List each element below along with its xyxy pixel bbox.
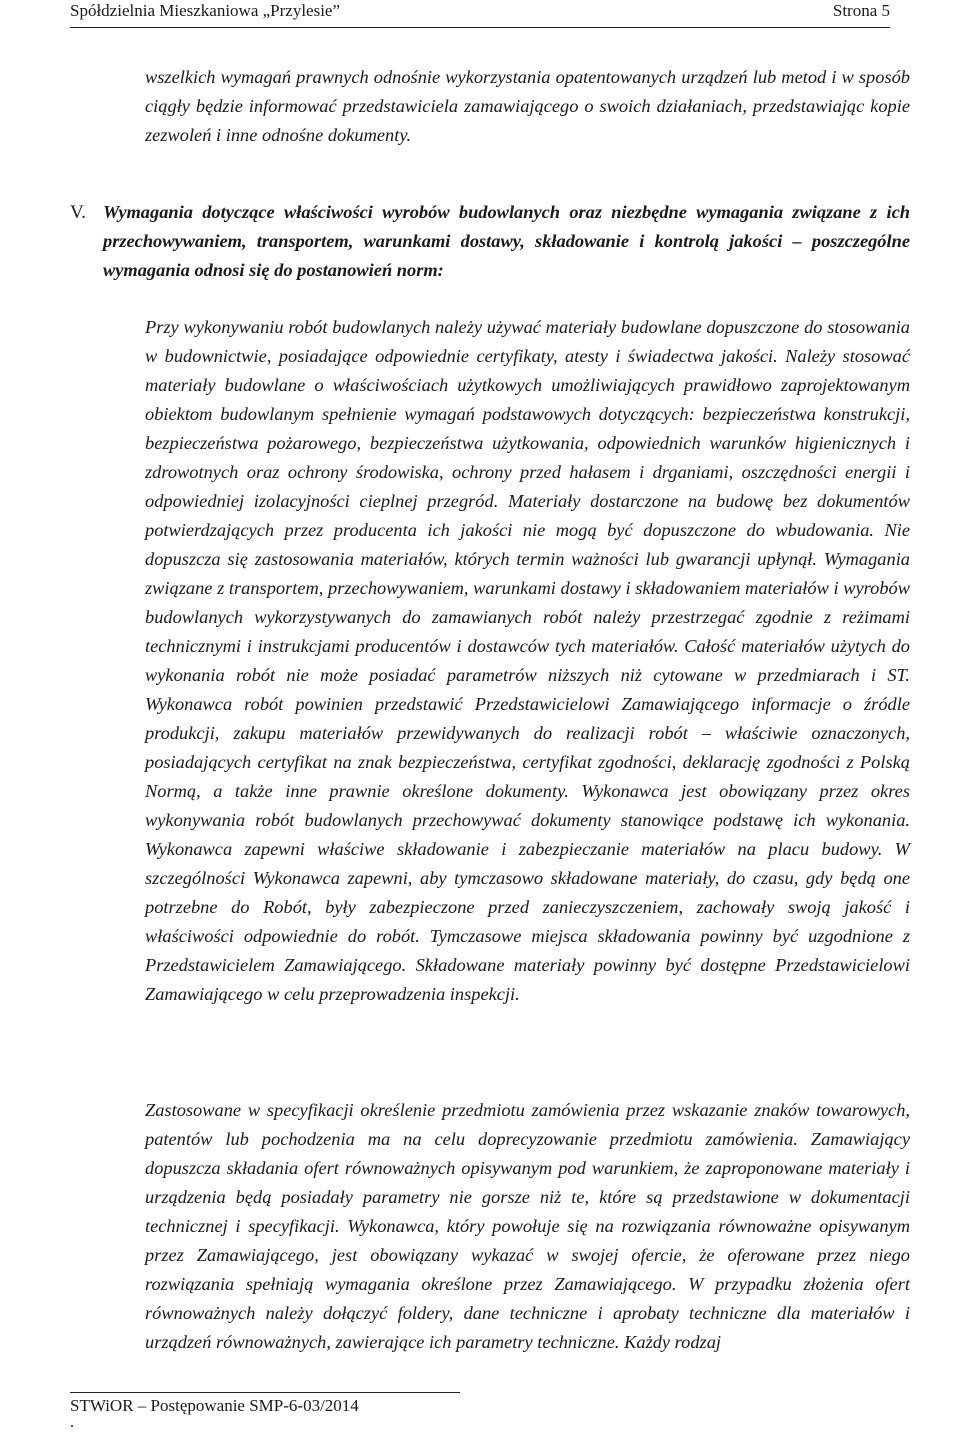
footer-rule — [70, 1392, 460, 1393]
section-title: Wymagania dotyczące właściwości wyrobów budowlanych oraz niezbędne wymagania związane z ich przechowywaniem, transportem, warunkami dostawy, składowanie i kontrolą jakości – poszczególne wymagania odnosi się do postanowień norm: — [103, 202, 910, 280]
paragraph-materials: Przy wykonywaniu robót budowlanych należy używać materiały budowlane dopuszczone do stosowania w budownictwie, posiadające odpowiednie certyfikaty, atesty i świadectwa jakości. Należy stosować materiały budowlane o właściwościach użytkowych umożliwiających prawidłowo zaprojektowanym obiektom budowlanym spełnienie wymagań podstawowych dotyczących: bezpieczeństwa konstrukcji, bezpieczeństwa pożarowego, bezpieczeństwa użytkowania, odpowiednich warunków higienicznych i zdrowotnych oraz ochrony środowiska, ochrony przed hałasem i drganiami, oszczędności energii i odpowiedniej izolacyjności cieplnej przegród. Materiały dostarczone na budowę bez dokumentów potwierdzających przez producenta ich jakości nie mogą być dopuszczone do wbudowania. Nie dopuszcza się zastosowania materiałów, których termin ważności lub gwarancji upłynął. Wymagania związane z transportem, przechowywaniem, warunkami dostawy i składowaniem materiałów i wyrobów budowlanych wykorzystywanych do zamawianych robót należy przestrzegać zgodnie z reżimami technicznymi i instrukcjami producentów i dostawców tych materiałów. Całość materiałów użytych do wykonania robót nie może posiadać parametrów niższych niż cytowane w przedmiarach i ST. Wykonawca robót powinien przedstawić Przedstawicielowi Zamawiającego informacje o źródle produkcji, zakupu materiałów przewidywanych do realizacji robót – właściwie oznaczonych, posiadających certyfikat na znak bezpieczeństwa, certyfikat zgodności, deklarację zgodności z Polską Normą, a także inne prawnie określone dokumenty. Wykonawca jest obowiązany przez okres wykonywania robót budowlanych przechowywać dokumenty stanowiące podstawę ich wykonania. Wykonawca zapewni właściwe składowanie i zabezpieczanie materiałów na placu budowy. W szczególności Wykonawca zapewni, aby tymczasowo składowane materiały, do czasu, gdy będą one potrzebne do Robót, były zabezpieczone przed zanieczyszczeniem, zachowały swoją jakość i właściwości odpowiednie do robót. Tymczasowe miejsca składowania powinny być uzgodnione z Przedstawicielem Zamawiającego. Składowane materiały powinny być dostępne Przedstawicielowi Zamawiającego w celu przeprowadzenia inspekcji. — [145, 317, 910, 1004]
paragraph-intro: wszelkich wymagań prawnych odnośnie wykorzystania opatentowanych urządzeń lub metod i w sposób ciągły będzie informować przedstawiciela zamawiającego o swoich działaniach, przedstawiając kopie zezwoleń i inne odnośne dokumenty. — [145, 67, 910, 145]
header-rule — [70, 27, 890, 28]
section-number: V. — [70, 202, 87, 223]
header-page-number: Strona 5 — [832, 1, 890, 20]
footer-dot: . — [70, 1414, 74, 1431]
footer-text: STWiOR – Postępowanie SMP-6-03/2014 — [70, 1396, 359, 1415]
paragraph-equivalents: Zastosowane w specyfikacji określenie przedmiotu zamówienia przez wskazanie znaków towarowych, patentów lub pochodzenia ma na celu doprecyzowanie przedmiotu zamówienia. Zamawiający dopuszcza składania ofert równoważnych opisywanym pod warunkiem, że zaproponowane materiały i urządzenia będą posiadały parametry nie gorsze niż te, które są przedstawione w dokumentacji technicznej i specyfikacji. Wykonawca, który powołuje się na rozwiązania równoważne opisywanym przez Zamawiającego, jest obowiązany wykazać w swojej ofercie, że oferowane przez niego rozwiązania spełniają wymagania określone przez Zamawiającego. W przypadku złożenia ofert równoważnych należy dołączyć foldery, dane techniczne i aprobaty techniczne dla materiałów i urządzeń równoważnych, zawierające ich parametry techniczne. Każdy rodzaj — [145, 1100, 910, 1352]
page-header — [70, 0, 890, 24]
header-organization: Spółdzielnia Mieszkaniowa „Przylesie” — [70, 1, 341, 20]
